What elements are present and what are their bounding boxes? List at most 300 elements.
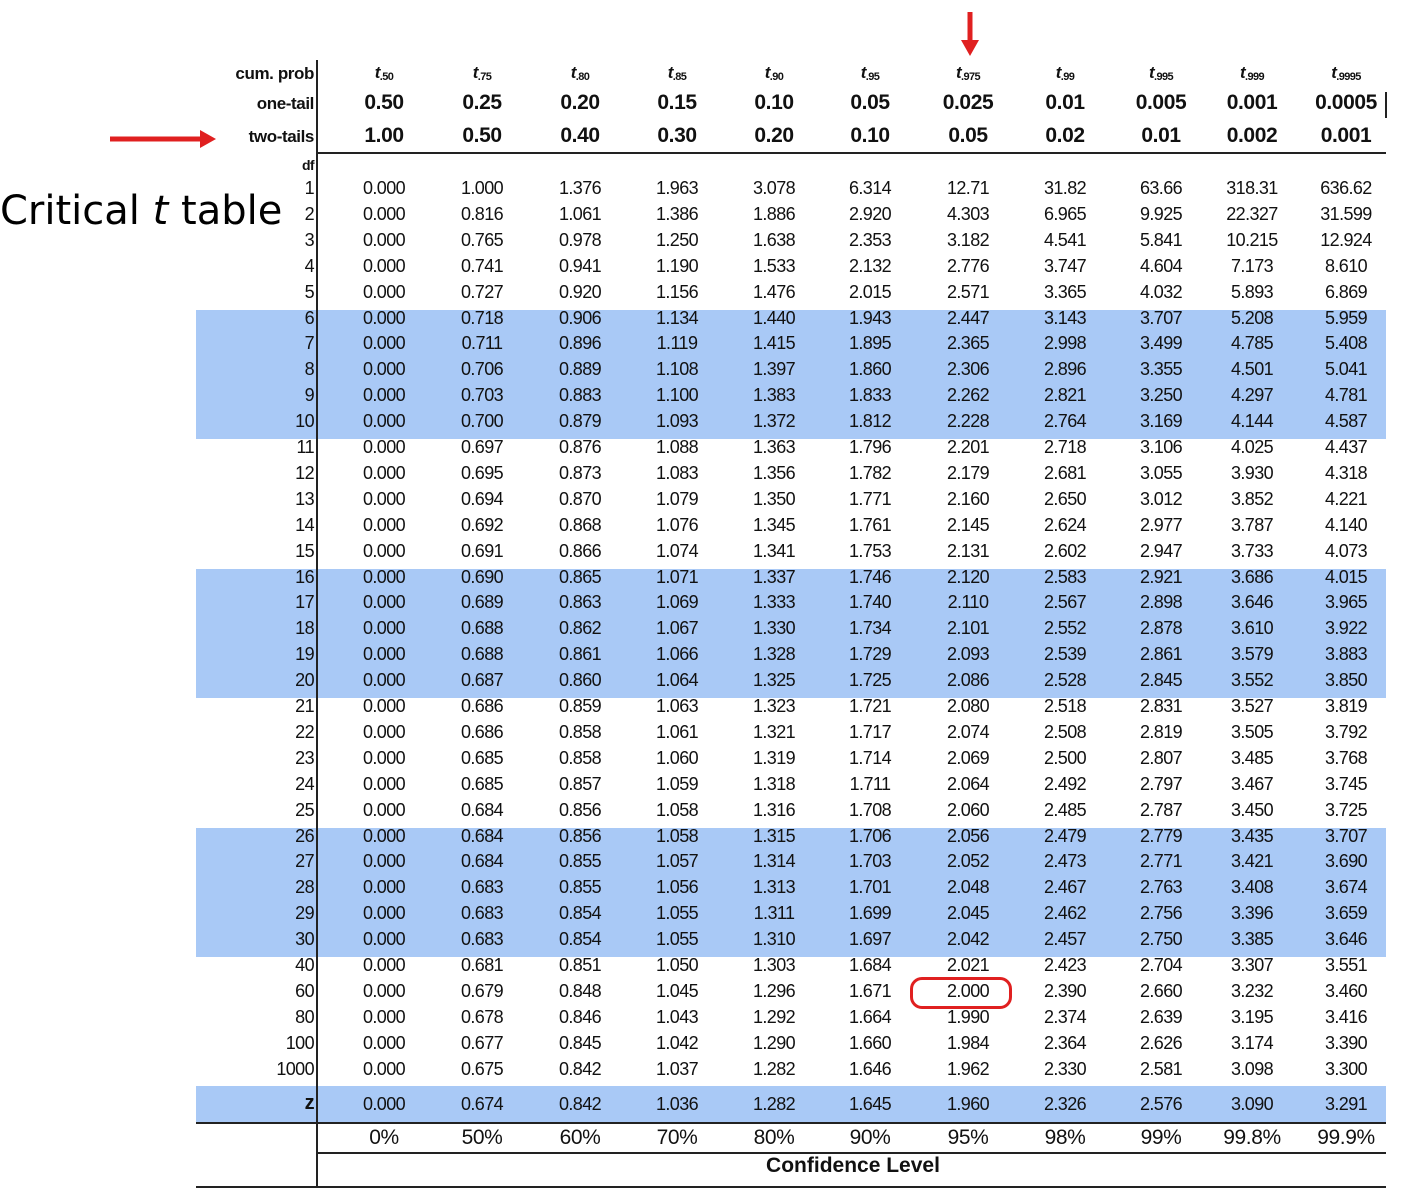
table-cell: 1.296 (752, 980, 796, 1001)
table-cell: 2.052 (946, 851, 990, 872)
table-cell: 3.232 (1230, 980, 1274, 1001)
table-cell: 2.920 (848, 203, 892, 224)
table-cell: 3.505 (1230, 721, 1274, 742)
table-cell: 2.120 (946, 566, 990, 587)
table-cell: 1.664 (848, 1006, 892, 1027)
table-cell: 1.316 (752, 799, 796, 820)
df-value: 20 (295, 670, 314, 691)
table-cell: 3.169 (1139, 411, 1183, 432)
table-cell: 1.076 (655, 514, 699, 535)
df-value: 11 (296, 437, 314, 457)
df-value: 25 (295, 799, 314, 820)
table-cell: 2.750 (1139, 929, 1183, 950)
df-value: 60 (295, 980, 314, 1001)
table-cell: 1.990 (946, 1006, 990, 1027)
table-cell: 0.859 (558, 696, 602, 716)
table-cell: 1.055 (655, 903, 699, 924)
cum-prob-label: cum. prob (235, 64, 314, 83)
table-cell: 1.325 (752, 670, 796, 691)
highlight-circle (910, 977, 1012, 1009)
table-cell: 3.307 (1230, 955, 1274, 975)
table-cell: 3.852 (1230, 488, 1274, 509)
table-cell: 2.718 (1043, 437, 1087, 457)
table-cell: 1.729 (848, 644, 892, 665)
df-value: 6 (304, 307, 314, 328)
table-cell: 1.250 (655, 229, 699, 250)
table-cell: 1.060 (655, 747, 699, 768)
table-cell: 1.753 (848, 540, 892, 561)
table-cell: 0.855 (558, 851, 602, 872)
table-cell: 0.000 (362, 955, 406, 975)
table-cell: 2.567 (1043, 592, 1087, 613)
table-cell: 2.457 (1043, 929, 1087, 950)
table-cell: 3.421 (1230, 851, 1274, 872)
t-subscript: .995 (1154, 71, 1174, 83)
table-cell: 0.920 (558, 281, 602, 302)
table-cell: 4.587 (1324, 411, 1368, 432)
table-cell: 3.416 (1324, 1006, 1368, 1027)
z-top-rule (196, 1122, 1386, 1124)
t-symbol: t (472, 63, 478, 82)
table-cell: 2.771 (1139, 851, 1183, 872)
table-cell: 1.714 (848, 747, 892, 768)
confidence-percent: 70% (656, 1126, 698, 1149)
table-cell: 0.000 (362, 437, 406, 457)
table-cell: 1.063 (655, 696, 699, 716)
table-cell: 1.134 (655, 307, 699, 328)
confidence-percent: 60% (559, 1126, 601, 1149)
table-cell: 0.868 (558, 514, 602, 535)
table-cell: 2.518 (1043, 696, 1087, 716)
table-cell: 0.000 (362, 540, 406, 561)
confidence-percent: 90% (849, 1126, 891, 1149)
table-cell: 1.050 (655, 955, 699, 975)
two-tails-value: 0.05 (948, 124, 988, 147)
table-cell: 4.501 (1230, 359, 1274, 380)
table-cell: 2.681 (1043, 462, 1087, 483)
table-cell: 2.479 (1043, 825, 1087, 846)
two-tails-value: 0.10 (850, 124, 890, 147)
z-cell: 2.326 (1043, 1094, 1087, 1114)
df-value: 16 (295, 566, 314, 587)
table-cell: 0.883 (558, 385, 602, 406)
table-cell: 3.012 (1139, 488, 1183, 509)
table-cell: 2.878 (1139, 618, 1183, 639)
table-cell: 2.473 (1043, 851, 1087, 872)
table-cell: 0.000 (362, 825, 406, 846)
table-cell: 4.437 (1324, 437, 1368, 457)
table-cell: 0.000 (362, 385, 406, 406)
table-cell: 1.895 (848, 333, 892, 354)
table-cell: 2.056 (946, 825, 990, 846)
table-cell: 0.000 (362, 877, 406, 898)
table-cell: 2.921 (1139, 566, 1183, 587)
t-subscript: .95 (865, 71, 880, 83)
table-cell: 1.330 (752, 618, 796, 639)
table-cell: 1.706 (848, 825, 892, 846)
table-cell: 5.408 (1324, 333, 1368, 354)
table-cell: 3.385 (1230, 929, 1274, 950)
table-cell: 0.695 (460, 462, 504, 483)
table-cell: 6.965 (1043, 203, 1087, 224)
table-cell: 3.182 (946, 229, 990, 250)
table-cell: 1.000 (460, 178, 504, 198)
table-cell: 0.741 (460, 255, 504, 276)
table-cell: 2.015 (848, 281, 892, 302)
table-cell: 0.000 (362, 799, 406, 820)
two-tails-value: 0.30 (657, 124, 697, 147)
table-cell: 5.893 (1230, 281, 1274, 302)
t-symbol: t (1239, 63, 1246, 82)
df-value: 17 (295, 592, 314, 613)
table-cell: 2.060 (946, 799, 990, 820)
table-cell: 2.660 (1139, 980, 1183, 1001)
table-cell: 3.551 (1324, 955, 1368, 975)
table-cell: 1.746 (848, 566, 892, 587)
table-cell: 0.816 (460, 203, 504, 224)
one-tail-value: 0.025 (942, 91, 994, 114)
table-cell: 4.025 (1230, 437, 1274, 457)
table-cell: 2.831 (1139, 696, 1183, 716)
table-cell: 3.646 (1230, 592, 1274, 613)
confidence-percent: 99.8% (1223, 1126, 1281, 1149)
df-value: 1 (304, 178, 314, 198)
z-label: z (304, 1092, 314, 1114)
df-value: 9 (304, 385, 314, 406)
table-cell: 1.415 (752, 333, 796, 354)
table-cell: 1.067 (655, 618, 699, 639)
table-cell: 2.021 (946, 955, 990, 975)
two-tails-value: 0.40 (560, 124, 600, 147)
one-tail-value: 0.20 (560, 91, 600, 114)
down-arrow-icon (958, 12, 982, 58)
table-cell: 4.073 (1324, 540, 1368, 561)
confidence-percent: 50% (461, 1126, 503, 1149)
one-tail-value: 0.25 (462, 91, 502, 114)
table-cell: 0.684 (460, 851, 504, 872)
t-subscript: .975 (961, 71, 981, 83)
table-cell: 1.315 (752, 825, 796, 846)
table-cell: 2.704 (1139, 955, 1183, 975)
table-cell: 1.083 (655, 462, 699, 483)
table-cell: 2.500 (1043, 747, 1087, 768)
table-cell: 2.602 (1043, 540, 1087, 561)
table-cell: 2.776 (946, 255, 990, 276)
table-cell: 2.898 (1139, 592, 1183, 613)
table-cell: 2.364 (1043, 1032, 1087, 1053)
table-cell: 1.671 (848, 980, 892, 1001)
z-cell: 1.645 (848, 1094, 892, 1114)
table-cell: 3.355 (1139, 359, 1183, 380)
table-cell: 2.262 (946, 385, 990, 406)
df-value: 8 (304, 359, 314, 380)
column-t-subscript (434, 62, 530, 83)
table-cell: 4.297 (1230, 385, 1274, 406)
table-cell: 4.303 (946, 203, 990, 224)
table-cell: 1.058 (655, 825, 699, 846)
df-value: 10 (295, 411, 314, 432)
table-cell: 0.000 (362, 696, 406, 716)
df-value: 1000 (276, 1058, 314, 1079)
df-value: 24 (295, 773, 314, 794)
df-value: 27 (295, 851, 314, 872)
table-cell: 2.074 (946, 721, 990, 742)
column-t-subscript (1113, 62, 1209, 83)
t-subscript: .999 (1245, 71, 1265, 83)
table-cell: 0.765 (460, 229, 504, 250)
two-tails-value: 0.20 (754, 124, 794, 147)
table-cell: 0.703 (460, 385, 504, 406)
table-cell: 2.861 (1139, 644, 1183, 665)
table-cell: 1.386 (655, 203, 699, 224)
table-cell: 2.462 (1043, 903, 1087, 924)
table-cell: 1.318 (752, 773, 796, 794)
table-cell: 0.000 (362, 359, 406, 380)
table-cell: 3.787 (1230, 514, 1274, 535)
table-cell: 2.000 (946, 980, 990, 1001)
one-tail-value: 0.0005 (1315, 91, 1377, 114)
table-cell: 0.000 (362, 1006, 406, 1027)
table-cell: 1.333 (752, 592, 796, 613)
one-tail-value: 0.10 (754, 91, 794, 114)
header-divider-vertical (316, 60, 318, 1188)
table-cell: 2.797 (1139, 773, 1183, 794)
two-tails-value: 0.50 (462, 124, 502, 147)
table-cell: 1.476 (752, 281, 796, 302)
table-cell: 0.718 (460, 307, 504, 328)
df-value: 100 (285, 1032, 314, 1053)
table-cell: 2.639 (1139, 1006, 1183, 1027)
table-cell: 2.228 (946, 411, 990, 432)
table-cell: 2.131 (946, 540, 990, 561)
column-t-subscript (822, 62, 918, 83)
table-cell: 2.807 (1139, 747, 1183, 768)
table-cell: 0.941 (558, 255, 602, 276)
df-value: 12 (295, 462, 314, 483)
table-cell: 0.978 (558, 229, 602, 250)
table-cell: 0.000 (362, 980, 406, 1001)
table-cell: 63.66 (1139, 178, 1183, 198)
table-title: Critical t table (0, 188, 283, 234)
table-cell: 1.684 (848, 955, 892, 975)
table-cell: 1.660 (848, 1032, 892, 1053)
table-cell: 3.174 (1230, 1032, 1274, 1053)
table-cell: 6.314 (848, 178, 892, 198)
table-cell: 0.684 (460, 825, 504, 846)
table-cell: 0.691 (460, 540, 504, 561)
table-cell: 2.764 (1043, 411, 1087, 432)
table-cell: 3.300 (1324, 1058, 1368, 1079)
table-cell: 3.396 (1230, 903, 1274, 924)
table-cell: 0.858 (558, 721, 602, 742)
one-tail-label: one-tail (256, 94, 314, 113)
table-cell: 1.328 (752, 644, 796, 665)
table-cell: 1.064 (655, 670, 699, 691)
table-cell: 6.869 (1324, 281, 1368, 302)
table-cell: 5.841 (1139, 229, 1183, 250)
table-cell: 0.000 (362, 721, 406, 742)
table-cell: 2.756 (1139, 903, 1183, 924)
table-cell: 0.711 (461, 333, 503, 354)
table-cell: 3.467 (1230, 773, 1274, 794)
table-cell: 2.508 (1043, 721, 1087, 742)
table-cell: 1.061 (655, 721, 699, 742)
table-cell: 9.925 (1139, 203, 1183, 224)
table-cell: 1.323 (752, 696, 796, 716)
table-cell: 3.250 (1139, 385, 1183, 406)
table-cell: 0.688 (460, 618, 504, 639)
z-cell: 2.576 (1139, 1094, 1183, 1114)
one-tail-value: 0.005 (1135, 91, 1187, 114)
table-cell: 3.390 (1324, 1032, 1368, 1053)
table-cell: 4.032 (1139, 281, 1183, 302)
table-cell: 3.527 (1230, 696, 1274, 716)
table-cell: 0.000 (362, 203, 406, 224)
table-cell: 2.330 (1043, 1058, 1087, 1079)
table-cell: 3.725 (1324, 799, 1368, 820)
table-cell: 0.000 (362, 514, 406, 535)
table-cell: 0.000 (362, 618, 406, 639)
t-subscript: .9995 (1336, 71, 1361, 83)
table-cell: 1.771 (848, 488, 892, 509)
t-subscript: .80 (575, 71, 590, 83)
df-value: 15 (295, 540, 314, 561)
table-cell: 3.707 (1324, 825, 1368, 846)
table-cell: 0.000 (362, 851, 406, 872)
table-cell: 3.143 (1043, 307, 1087, 328)
table-cell: 1.782 (848, 462, 892, 483)
table-cell: 2.306 (946, 359, 990, 380)
table-cell: 1.761 (848, 514, 892, 535)
table-cell: 2.374 (1043, 1006, 1087, 1027)
one-tail-value: 0.001 (1226, 91, 1278, 114)
table-cell: 0.000 (362, 592, 406, 613)
table-cell: 1.314 (752, 851, 796, 872)
z-cell: 3.291 (1324, 1094, 1368, 1114)
confidence-percent: 80% (753, 1126, 795, 1149)
table-cell: 0.906 (558, 307, 602, 328)
table-cell: 4.221 (1324, 488, 1368, 509)
df-value: 7 (304, 333, 314, 354)
table-cell: 5.208 (1230, 307, 1274, 328)
table-cell: 2.528 (1043, 670, 1087, 691)
table-cell: 0.000 (362, 644, 406, 665)
table-cell: 22.327 (1226, 203, 1278, 224)
table-cell: 3.435 (1230, 825, 1274, 846)
table-cell: 2.365 (946, 333, 990, 354)
table-cell: 1.108 (655, 359, 699, 380)
t-symbol: t (955, 63, 962, 82)
table-cell: 0.870 (558, 488, 602, 509)
one-tail-value: 0.01 (1045, 91, 1085, 114)
table-cell: 2.390 (1043, 980, 1087, 1001)
t-subscript: .90 (769, 71, 784, 83)
table-cell: 1.796 (848, 437, 892, 457)
table-cell: 2.179 (946, 462, 990, 483)
df-value: 19 (295, 644, 314, 665)
table-cell: 3.747 (1043, 255, 1087, 276)
table-cell: 12.924 (1320, 229, 1372, 250)
table-cell: 0.000 (362, 462, 406, 483)
table-cell: 0.873 (558, 462, 602, 483)
table-cell: 0.687 (460, 670, 504, 691)
table-cell: 4.144 (1230, 411, 1274, 432)
table-cell: 2.626 (1139, 1032, 1183, 1053)
table-cell: 2.763 (1139, 877, 1183, 898)
table-cell: 1.734 (848, 618, 892, 639)
table-cell: 0.689 (460, 592, 504, 613)
table-cell: 2.779 (1139, 825, 1183, 846)
table-cell: 2.492 (1043, 773, 1087, 794)
table-cell: 1.350 (752, 488, 796, 509)
table-cell: 0.000 (362, 178, 406, 198)
table-cell: 0.851 (558, 955, 602, 975)
df-value: 26 (295, 825, 314, 846)
table-cell: 1.059 (655, 773, 699, 794)
table-cell: 1.055 (655, 929, 699, 950)
confidence-level-label: Confidence Level (766, 1154, 940, 1177)
df-value: 29 (295, 903, 314, 924)
table-cell: 3.098 (1230, 1058, 1274, 1079)
df-value: 21 (295, 696, 314, 716)
t-symbol: t (764, 63, 770, 82)
table-cell: 0.863 (558, 592, 602, 613)
bottom-rule (196, 1186, 1386, 1188)
table-cell: 1.638 (752, 229, 796, 250)
table-cell: 0.000 (362, 255, 406, 276)
one-tail-value: 0.15 (657, 91, 697, 114)
table-cell: 1.056 (655, 877, 699, 898)
table-cell: 1.708 (848, 799, 892, 820)
table-cell: 1.337 (752, 566, 796, 587)
table-cell: 3.078 (752, 178, 796, 198)
header-rule (316, 152, 1386, 154)
table-cell: 2.571 (946, 281, 990, 302)
table-cell: 0.896 (558, 333, 602, 354)
table-cell: 1.860 (848, 359, 892, 380)
two-tails-value: 0.002 (1226, 124, 1278, 147)
t-symbol: t (667, 63, 673, 82)
t-variable: t (152, 188, 169, 234)
table-cell: 10.215 (1226, 229, 1278, 250)
table-cell: 0.000 (362, 903, 406, 924)
table-cell: 0.866 (558, 540, 602, 561)
table-cell: 4.015 (1324, 566, 1368, 587)
t-subscript: .99 (1060, 71, 1075, 83)
table-cell: 0.000 (362, 929, 406, 950)
table-cell: 2.160 (946, 488, 990, 509)
df-value: 80 (295, 1006, 314, 1027)
table-cell: 0.000 (362, 488, 406, 509)
table-cell: 2.110 (947, 592, 989, 613)
table-cell: 1.697 (848, 929, 892, 950)
df-value: 13 (295, 488, 314, 509)
table-cell: 0.683 (460, 903, 504, 924)
table-cell: 1.290 (752, 1032, 796, 1053)
table-cell: 2.896 (1043, 359, 1087, 380)
table-cell: 3.610 (1230, 618, 1274, 639)
table-cell: 0.856 (558, 799, 602, 820)
z-cell: 1.960 (946, 1094, 990, 1114)
table-cell: 1.074 (655, 540, 699, 561)
two-tails-value: 0.001 (1320, 124, 1372, 147)
table-cell: 0.684 (460, 799, 504, 820)
table-cell: 1.363 (752, 437, 796, 457)
table-cell: 4.541 (1043, 229, 1087, 250)
one-tail-value: 0.50 (364, 91, 404, 114)
table-cell: 1.397 (752, 359, 796, 380)
table-cell: 1.533 (752, 255, 796, 276)
